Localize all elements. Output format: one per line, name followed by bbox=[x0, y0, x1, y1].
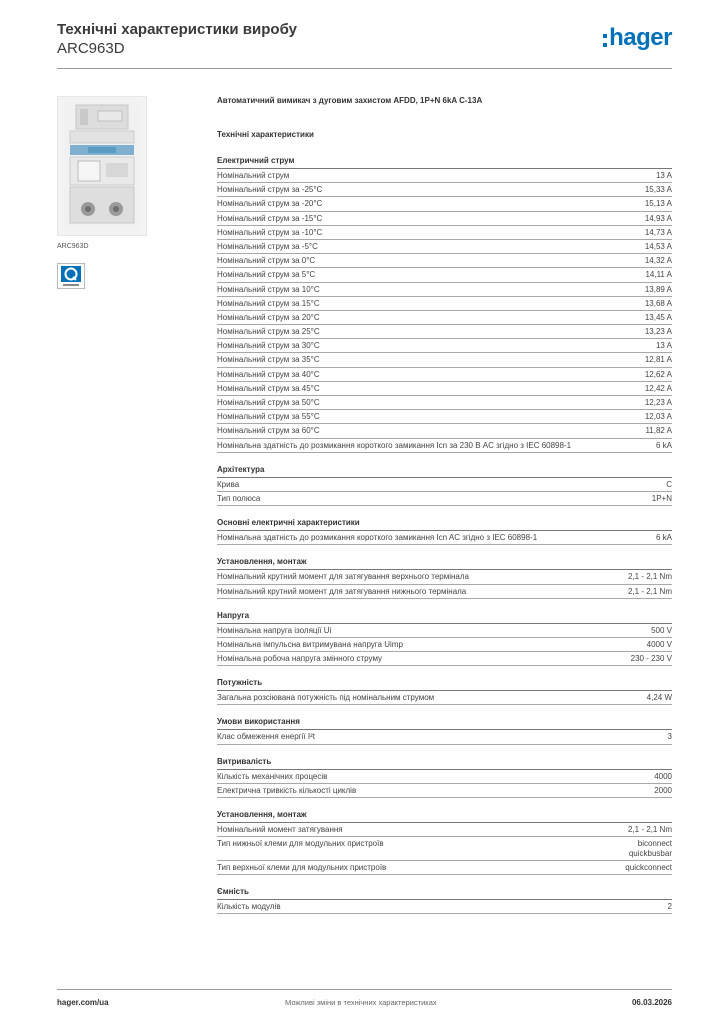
spec-value: 13 A bbox=[655, 171, 672, 180]
spec-label: Тип полюса bbox=[217, 493, 261, 503]
spec-label: Номінальний струм за -20°C bbox=[217, 199, 323, 209]
spec-value: 13,89 A bbox=[644, 284, 672, 294]
spec-row bbox=[217, 169, 672, 183]
spec-sections bbox=[217, 154, 672, 914]
spec-row bbox=[217, 638, 672, 652]
spec-label: Номінальна здатність до розмикання короткого замикання Icn AC згідно з IEC 60898-1 bbox=[217, 533, 538, 543]
spec-value-line: quickbusbar bbox=[628, 848, 672, 858]
spec-value: 13 A bbox=[655, 341, 672, 351]
spec-value: 4000 V bbox=[646, 639, 672, 649]
spec-value: 6 kA bbox=[655, 440, 672, 450]
spec-value: 13,45 A bbox=[644, 312, 672, 322]
spec-row bbox=[217, 183, 672, 197]
spec-label: Крива bbox=[217, 479, 240, 489]
logo-dots-icon bbox=[603, 34, 607, 47]
spec-label: Тип верхньої клеми для модульних пристроїв bbox=[217, 862, 387, 872]
spec-row bbox=[217, 531, 672, 545]
spec-row bbox=[217, 325, 672, 339]
spec-row bbox=[217, 770, 672, 784]
document-title: Технічні характеристики виробу bbox=[57, 21, 297, 38]
spec-label: Номінальний струм за 20°C bbox=[217, 312, 320, 322]
spec-value: 13,23 A bbox=[644, 327, 672, 337]
spec-label: Номінальний струм за -10°C bbox=[217, 227, 323, 237]
spec-label: Номінальний струм за 40°C bbox=[217, 369, 320, 379]
spec-row bbox=[217, 900, 672, 914]
spec-label: Номінальний струм за 10°C bbox=[217, 284, 320, 294]
spec-label: Номінальний струм за -5°C bbox=[217, 241, 318, 251]
page-header bbox=[57, 20, 672, 66]
spec-value: 12,42 A bbox=[644, 383, 672, 393]
spec-row bbox=[217, 492, 672, 506]
spec-label: Клас обмеження енергії I²t bbox=[217, 732, 315, 742]
spec-label: Номінальний струм bbox=[217, 171, 290, 180]
section-title: Установлення, монтаж bbox=[217, 808, 672, 823]
spec-label: Номінальний крутний момент для затягування нижнього термінала bbox=[217, 586, 467, 596]
spec-row bbox=[217, 226, 672, 240]
spec-value: 2000 bbox=[654, 785, 672, 795]
spec-value: 4,24 W bbox=[646, 693, 672, 703]
spec-row bbox=[217, 861, 672, 875]
spec-row bbox=[217, 212, 672, 226]
spec-value: 13,68 A bbox=[644, 298, 672, 308]
spec-value-line: biconnect bbox=[637, 839, 672, 849]
spec-value: quickconnect bbox=[625, 862, 672, 872]
footer-notice: Можливі зміни в технічних характеристиках bbox=[285, 998, 437, 1007]
spec-label: Номінальний струм за 5°C bbox=[217, 270, 316, 280]
spec-value: 230 - 230 V bbox=[630, 654, 672, 664]
spec-value: 1P+N bbox=[651, 493, 672, 503]
spec-row bbox=[217, 730, 672, 744]
section-title: Напруга bbox=[217, 609, 672, 624]
logo-text: hager bbox=[609, 24, 672, 51]
spec-label: Номінальний струм за 30°C bbox=[217, 341, 320, 351]
spec-label: Номінальний струм за 0°C bbox=[217, 256, 316, 266]
spec-label: Номінальний струм за 60°C bbox=[217, 426, 320, 436]
circuit-breaker-illustration bbox=[58, 97, 146, 235]
spec-value bbox=[629, 839, 672, 858]
spec-value: 2,1 - 2,1 Nm bbox=[627, 586, 672, 596]
section-title: Установлення, монтаж bbox=[217, 555, 672, 570]
spec-row bbox=[217, 396, 672, 410]
product-photo bbox=[57, 96, 147, 236]
spec-row bbox=[217, 197, 672, 211]
spec-label: Номінальний струм за -25°C bbox=[217, 185, 323, 195]
spec-value: 14,73 A bbox=[644, 227, 672, 237]
spec-label: Номінальна здатність до розмикання короткого замикання Icn за 230 В AC згідно з IEC 60898-1 bbox=[217, 440, 572, 450]
spec-value: 12,03 A bbox=[644, 412, 672, 422]
spec-label: Номінальний струм за 35°C bbox=[217, 355, 320, 365]
spec-value: 15,33 A bbox=[644, 185, 672, 195]
spec-label: Номінальна напруга ізоляції Ui bbox=[217, 625, 332, 635]
spec-row bbox=[217, 439, 672, 453]
spec-row bbox=[217, 368, 672, 382]
section-title: Умови використання bbox=[217, 715, 672, 730]
spec-value: 14,11 A bbox=[645, 270, 672, 280]
spec-label: Тип нижньої клеми для модульних пристроїв bbox=[217, 839, 384, 849]
footer-website-link[interactable]: hager.com/ua bbox=[57, 998, 109, 1007]
spec-row bbox=[217, 311, 672, 325]
spec-value: 12,23 A bbox=[644, 398, 672, 407]
spec-row bbox=[217, 478, 672, 492]
spec-label: Кількість модулів bbox=[217, 902, 281, 912]
footer-date: 06.03.2026 bbox=[631, 998, 672, 1007]
spec-label: Загальна розсіювана потужність під номінальним струмом bbox=[217, 693, 435, 703]
spec-label: Номінальний струм за 55°C bbox=[217, 412, 320, 422]
header-divider bbox=[57, 68, 672, 69]
spec-row bbox=[217, 823, 672, 837]
spec-row bbox=[217, 283, 672, 297]
spec-row bbox=[217, 784, 672, 798]
spec-row bbox=[217, 382, 672, 396]
spec-row bbox=[217, 254, 672, 268]
product-code-title: ARC963D bbox=[57, 40, 125, 57]
section-title: Ємність bbox=[217, 885, 672, 900]
spec-label: Номінальний струм за -15°C bbox=[217, 213, 323, 223]
spec-row bbox=[217, 268, 672, 282]
spec-label: Номінальний струм за 45°C bbox=[217, 383, 320, 393]
product-description: Автоматичний вимикач з дуговим захистом AFDD, 1P+N 6kA C-13A bbox=[217, 96, 483, 105]
spec-value: C bbox=[666, 479, 672, 489]
spec-row bbox=[217, 410, 672, 424]
spec-row bbox=[217, 339, 672, 353]
spec-value: 14,32 A bbox=[644, 256, 672, 266]
spec-row bbox=[217, 240, 672, 254]
spec-label: Номінальний струм за 15°C bbox=[217, 298, 320, 308]
spec-value: 500 V bbox=[651, 625, 672, 635]
spec-value: 14,53 A bbox=[644, 241, 672, 251]
section-title: Електричний струм bbox=[217, 154, 672, 169]
spec-row bbox=[217, 297, 672, 311]
section-title: Потужність bbox=[217, 676, 672, 691]
specifications-heading: Технічні характеристики bbox=[217, 130, 314, 139]
spec-row bbox=[217, 652, 672, 666]
spec-row bbox=[217, 837, 672, 861]
section-title: Витривалість bbox=[217, 755, 672, 770]
spec-label: Номінальна імпульсна витримувана напруга Uimp bbox=[217, 639, 403, 649]
section-title: Архітектура bbox=[217, 463, 672, 478]
product-image-panel bbox=[57, 96, 197, 250]
spec-row bbox=[217, 424, 672, 438]
product-image-caption: ARC963D bbox=[57, 243, 89, 250]
spec-value: 12,62 A bbox=[644, 369, 672, 379]
spec-label: Номінальний крутний момент для затягування верхнього термінала bbox=[217, 572, 469, 582]
spec-row bbox=[217, 353, 672, 367]
spec-value: 3 bbox=[667, 732, 672, 742]
spec-row bbox=[217, 691, 672, 705]
spec-value: 6 kA bbox=[655, 533, 672, 543]
spec-value: 4000 bbox=[654, 771, 672, 781]
spec-value: 12,81 A bbox=[644, 355, 672, 365]
spec-value: 11,82 A bbox=[645, 426, 672, 436]
spec-row bbox=[217, 585, 672, 599]
spec-label: Номінальний струм за 25°C bbox=[217, 327, 320, 337]
footer-divider bbox=[57, 989, 672, 990]
section-title: Основні електричні характеристики bbox=[217, 516, 672, 531]
spec-label: Кількість механічних процесів bbox=[217, 771, 328, 781]
spec-value: 2,1 - 2,1 Nm bbox=[627, 825, 672, 834]
hager-logo bbox=[603, 24, 672, 52]
spec-label: Номінальна робоча напруга змінного струму bbox=[217, 654, 383, 664]
spec-value: 2,1 - 2,1 Nm bbox=[627, 572, 672, 582]
spec-row bbox=[217, 624, 672, 638]
spec-value: 15,13 A bbox=[644, 199, 672, 209]
spec-row bbox=[217, 570, 672, 584]
spec-label: Номінальний момент затягування bbox=[217, 825, 343, 834]
quality-mark-icon bbox=[57, 263, 85, 289]
spec-label: Номінальний струм за 50°C bbox=[217, 398, 320, 407]
spec-value: 14,93 A bbox=[644, 213, 672, 223]
spec-label: Електрична тривкість кількості циклів bbox=[217, 785, 357, 795]
spec-value: 2 bbox=[667, 902, 672, 912]
